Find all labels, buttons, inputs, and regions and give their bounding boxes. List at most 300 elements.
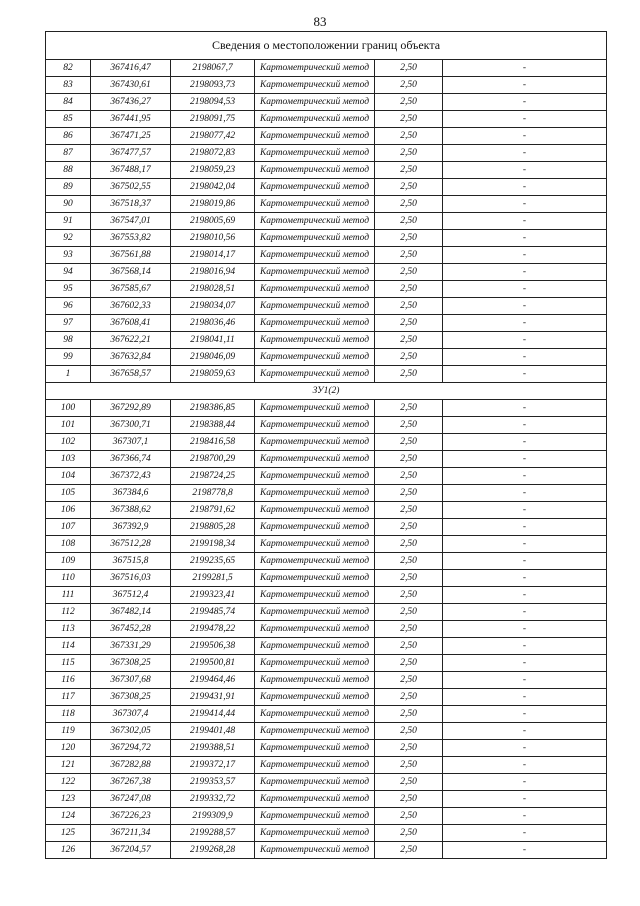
description-cell: - — [443, 808, 607, 825]
description-cell: - — [443, 247, 607, 264]
description-cell: - — [443, 349, 607, 366]
accuracy-cell: 2,50 — [375, 774, 443, 791]
method-cell: Картометрический метод — [255, 655, 375, 672]
point-number-cell: 85 — [46, 111, 91, 128]
description-cell: - — [443, 179, 607, 196]
accuracy-cell: 2,50 — [375, 247, 443, 264]
method-cell: Картометрический метод — [255, 740, 375, 757]
table-row — [46, 808, 607, 825]
method-cell: Картометрический метод — [255, 128, 375, 145]
x-coordinate-cell: 367294,72 — [91, 740, 171, 757]
method-cell: Картометрический метод — [255, 621, 375, 638]
table-row — [46, 128, 607, 145]
point-number-cell: 1 — [46, 366, 91, 383]
table-row — [46, 519, 607, 536]
accuracy-cell: 2,50 — [375, 706, 443, 723]
accuracy-cell: 2,50 — [375, 145, 443, 162]
point-number-cell: 92 — [46, 230, 91, 247]
accuracy-cell: 2,50 — [375, 519, 443, 536]
description-cell: - — [443, 315, 607, 332]
table-row — [46, 638, 607, 655]
y-coordinate-cell: 2198059,23 — [171, 162, 255, 179]
accuracy-cell: 2,50 — [375, 94, 443, 111]
y-coordinate-cell: 2199506,38 — [171, 638, 255, 655]
point-number-cell: 124 — [46, 808, 91, 825]
description-cell: - — [443, 536, 607, 553]
x-coordinate-cell: 367331,29 — [91, 638, 171, 655]
y-coordinate-cell: 2199235,65 — [171, 553, 255, 570]
x-coordinate-cell: 367307,1 — [91, 434, 171, 451]
table-row — [46, 281, 607, 298]
table-row — [46, 621, 607, 638]
method-cell: Картометрический метод — [255, 774, 375, 791]
x-coordinate-cell: 367211,34 — [91, 825, 171, 842]
x-coordinate-cell: 367482,14 — [91, 604, 171, 621]
table-caption: Сведения о местоположении границ объекта — [46, 32, 607, 60]
description-cell: - — [443, 757, 607, 774]
point-number-cell: 112 — [46, 604, 91, 621]
point-number-cell: 86 — [46, 128, 91, 145]
table-row — [46, 298, 607, 315]
description-cell: - — [443, 60, 607, 77]
x-coordinate-cell: 367308,25 — [91, 689, 171, 706]
description-cell: - — [443, 774, 607, 791]
table-row — [46, 842, 607, 859]
x-coordinate-cell: 367416,47 — [91, 60, 171, 77]
point-number-cell: 123 — [46, 791, 91, 808]
method-cell: Картометрический метод — [255, 706, 375, 723]
x-coordinate-cell: 367430,61 — [91, 77, 171, 94]
accuracy-cell: 2,50 — [375, 536, 443, 553]
method-cell: Картометрический метод — [255, 434, 375, 451]
y-coordinate-cell: 2198416,58 — [171, 434, 255, 451]
point-number-cell: 96 — [46, 298, 91, 315]
x-coordinate-cell: 367267,38 — [91, 774, 171, 791]
accuracy-cell: 2,50 — [375, 757, 443, 774]
description-cell: - — [443, 502, 607, 519]
accuracy-cell: 2,50 — [375, 196, 443, 213]
y-coordinate-cell: 2198388,44 — [171, 417, 255, 434]
description-cell: - — [443, 570, 607, 587]
description-cell: - — [443, 842, 607, 859]
point-number-cell: 109 — [46, 553, 91, 570]
x-coordinate-cell: 367608,41 — [91, 315, 171, 332]
y-coordinate-cell: 2199388,51 — [171, 740, 255, 757]
table-row — [46, 179, 607, 196]
table-row — [46, 689, 607, 706]
x-coordinate-cell: 367436,27 — [91, 94, 171, 111]
description-cell: - — [443, 638, 607, 655]
point-number-cell: 87 — [46, 145, 91, 162]
description-cell: - — [443, 213, 607, 230]
accuracy-cell: 2,50 — [375, 332, 443, 349]
method-cell: Картометрический метод — [255, 230, 375, 247]
accuracy-cell: 2,50 — [375, 638, 443, 655]
table-row — [46, 111, 607, 128]
x-coordinate-cell: 367226,23 — [91, 808, 171, 825]
accuracy-cell: 2,50 — [375, 672, 443, 689]
table-row — [46, 468, 607, 485]
method-cell: Картометрический метод — [255, 417, 375, 434]
x-coordinate-cell: 367502,55 — [91, 179, 171, 196]
x-coordinate-cell: 367247,08 — [91, 791, 171, 808]
table-row — [46, 672, 607, 689]
point-number-cell: 103 — [46, 451, 91, 468]
point-number-cell: 101 — [46, 417, 91, 434]
table-row — [46, 536, 607, 553]
table-row — [46, 723, 607, 740]
description-cell: - — [443, 553, 607, 570]
accuracy-cell: 2,50 — [375, 349, 443, 366]
description-cell: - — [443, 587, 607, 604]
table-row — [46, 77, 607, 94]
table-row — [46, 213, 607, 230]
x-coordinate-cell: 367452,28 — [91, 621, 171, 638]
table-row — [46, 366, 607, 383]
description-cell: - — [443, 604, 607, 621]
y-coordinate-cell: 2198059,63 — [171, 366, 255, 383]
x-coordinate-cell: 367512,4 — [91, 587, 171, 604]
description-cell: - — [443, 485, 607, 502]
table-row — [46, 791, 607, 808]
x-coordinate-cell: 367547,01 — [91, 213, 171, 230]
accuracy-cell: 2,50 — [375, 468, 443, 485]
x-coordinate-cell: 367516,03 — [91, 570, 171, 587]
x-coordinate-cell: 367282,88 — [91, 757, 171, 774]
x-coordinate-cell: 367392,9 — [91, 519, 171, 536]
method-cell: Картометрический метод — [255, 366, 375, 383]
x-coordinate-cell: 367632,84 — [91, 349, 171, 366]
y-coordinate-cell: 2198067,7 — [171, 60, 255, 77]
point-number-cell: 98 — [46, 332, 91, 349]
x-coordinate-cell: 367204,57 — [91, 842, 171, 859]
x-coordinate-cell: 367307,68 — [91, 672, 171, 689]
point-number-cell: 119 — [46, 723, 91, 740]
method-cell: Картометрический метод — [255, 264, 375, 281]
table-row — [46, 655, 607, 672]
method-cell: Картометрический метод — [255, 485, 375, 502]
point-number-cell: 110 — [46, 570, 91, 587]
table-row — [46, 774, 607, 791]
y-coordinate-cell: 2198005,69 — [171, 213, 255, 230]
y-coordinate-cell: 2199431,91 — [171, 689, 255, 706]
table-row — [46, 502, 607, 519]
point-number-cell: 121 — [46, 757, 91, 774]
table-row — [46, 315, 607, 332]
x-coordinate-cell: 367307,4 — [91, 706, 171, 723]
table-row — [46, 825, 607, 842]
y-coordinate-cell: 2198041,11 — [171, 332, 255, 349]
point-number-cell: 114 — [46, 638, 91, 655]
table-row — [46, 332, 607, 349]
method-cell: Картометрический метод — [255, 94, 375, 111]
y-coordinate-cell: 2199309,9 — [171, 808, 255, 825]
table-row — [46, 706, 607, 723]
table-row — [46, 434, 607, 451]
accuracy-cell: 2,50 — [375, 417, 443, 434]
description-cell: - — [443, 400, 607, 417]
y-coordinate-cell: 2199353,57 — [171, 774, 255, 791]
x-coordinate-cell: 367622,21 — [91, 332, 171, 349]
description-cell: - — [443, 451, 607, 468]
description-cell: - — [443, 723, 607, 740]
table-row — [46, 247, 607, 264]
accuracy-cell: 2,50 — [375, 451, 443, 468]
method-cell: Картометрический метод — [255, 179, 375, 196]
point-number-cell: 102 — [46, 434, 91, 451]
method-cell: Картометрический метод — [255, 553, 375, 570]
section-row — [46, 383, 607, 400]
accuracy-cell: 2,50 — [375, 434, 443, 451]
method-cell: Картометрический метод — [255, 349, 375, 366]
point-number-cell: 104 — [46, 468, 91, 485]
y-coordinate-cell: 2199485,74 — [171, 604, 255, 621]
point-number-cell: 83 — [46, 77, 91, 94]
point-number-cell: 93 — [46, 247, 91, 264]
description-cell: - — [443, 791, 607, 808]
point-number-cell: 108 — [46, 536, 91, 553]
page-number: 83 — [313, 14, 327, 29]
description-cell: - — [443, 655, 607, 672]
y-coordinate-cell: 2199268,28 — [171, 842, 255, 859]
description-cell: - — [443, 230, 607, 247]
y-coordinate-cell: 2198094,53 — [171, 94, 255, 111]
method-cell: Картометрический метод — [255, 791, 375, 808]
y-coordinate-cell: 2198036,46 — [171, 315, 255, 332]
point-number-cell: 118 — [46, 706, 91, 723]
table-row — [46, 145, 607, 162]
method-cell: Картометрический метод — [255, 451, 375, 468]
description-cell: - — [443, 825, 607, 842]
accuracy-cell: 2,50 — [375, 298, 443, 315]
x-coordinate-cell: 367602,33 — [91, 298, 171, 315]
accuracy-cell: 2,50 — [375, 842, 443, 859]
boundary-coordinates-table — [45, 31, 607, 859]
accuracy-cell: 2,50 — [375, 825, 443, 842]
description-cell: - — [443, 706, 607, 723]
point-number-cell: 115 — [46, 655, 91, 672]
method-cell: Картометрический метод — [255, 332, 375, 349]
x-coordinate-cell: 367561,88 — [91, 247, 171, 264]
point-number-cell: 125 — [46, 825, 91, 842]
caption-row — [46, 32, 607, 60]
method-cell: Картометрический метод — [255, 842, 375, 859]
description-cell: - — [443, 111, 607, 128]
y-coordinate-cell: 2198724,25 — [171, 468, 255, 485]
description-cell: - — [443, 366, 607, 383]
point-number-cell: 91 — [46, 213, 91, 230]
table-row — [46, 451, 607, 468]
table-row — [46, 196, 607, 213]
accuracy-cell: 2,50 — [375, 570, 443, 587]
accuracy-cell: 2,50 — [375, 179, 443, 196]
y-coordinate-cell: 2198791,62 — [171, 502, 255, 519]
y-coordinate-cell: 2199198,34 — [171, 536, 255, 553]
method-cell: Картометрический метод — [255, 298, 375, 315]
method-cell: Картометрический метод — [255, 468, 375, 485]
point-number-cell: 99 — [46, 349, 91, 366]
y-coordinate-cell: 2198034,07 — [171, 298, 255, 315]
point-number-cell: 105 — [46, 485, 91, 502]
accuracy-cell: 2,50 — [375, 281, 443, 298]
table-body — [46, 32, 607, 859]
y-coordinate-cell: 2199323,41 — [171, 587, 255, 604]
table-row — [46, 230, 607, 247]
method-cell: Картометрический метод — [255, 145, 375, 162]
method-cell: Картометрический метод — [255, 162, 375, 179]
description-cell: - — [443, 468, 607, 485]
description-cell: - — [443, 740, 607, 757]
method-cell: Картометрический метод — [255, 281, 375, 298]
y-coordinate-cell: 2198091,75 — [171, 111, 255, 128]
x-coordinate-cell: 367515,8 — [91, 553, 171, 570]
table-row — [46, 349, 607, 366]
x-coordinate-cell: 367568,14 — [91, 264, 171, 281]
method-cell: Картометрический метод — [255, 60, 375, 77]
table-row — [46, 570, 607, 587]
point-number-cell: 90 — [46, 196, 91, 213]
y-coordinate-cell: 2199401,48 — [171, 723, 255, 740]
y-coordinate-cell: 2198072,83 — [171, 145, 255, 162]
accuracy-cell: 2,50 — [375, 315, 443, 332]
y-coordinate-cell: 2198805,28 — [171, 519, 255, 536]
method-cell: Картометрический метод — [255, 196, 375, 213]
description-cell: - — [443, 162, 607, 179]
x-coordinate-cell: 367477,57 — [91, 145, 171, 162]
x-coordinate-cell: 367384,6 — [91, 485, 171, 502]
method-cell: Картометрический метод — [255, 247, 375, 264]
point-number-cell: 84 — [46, 94, 91, 111]
description-cell: - — [443, 264, 607, 281]
x-coordinate-cell: 367488,17 — [91, 162, 171, 179]
x-coordinate-cell: 367372,43 — [91, 468, 171, 485]
method-cell: Картометрический метод — [255, 808, 375, 825]
x-coordinate-cell: 367512,28 — [91, 536, 171, 553]
table-row — [46, 587, 607, 604]
y-coordinate-cell: 2199478,22 — [171, 621, 255, 638]
point-number-cell: 117 — [46, 689, 91, 706]
accuracy-cell: 2,50 — [375, 791, 443, 808]
description-cell: - — [443, 434, 607, 451]
x-coordinate-cell: 367471,25 — [91, 128, 171, 145]
point-number-cell: 126 — [46, 842, 91, 859]
accuracy-cell: 2,50 — [375, 162, 443, 179]
point-number-cell: 97 — [46, 315, 91, 332]
point-number-cell: 89 — [46, 179, 91, 196]
table-row — [46, 757, 607, 774]
accuracy-cell: 2,50 — [375, 400, 443, 417]
y-coordinate-cell: 2198019,86 — [171, 196, 255, 213]
point-number-cell: 100 — [46, 400, 91, 417]
point-number-cell: 120 — [46, 740, 91, 757]
description-cell: - — [443, 77, 607, 94]
table-row — [46, 264, 607, 281]
method-cell: Картометрический метод — [255, 213, 375, 230]
point-number-cell: 106 — [46, 502, 91, 519]
method-cell: Картометрический метод — [255, 502, 375, 519]
y-coordinate-cell: 2199288,57 — [171, 825, 255, 842]
table-row — [46, 60, 607, 77]
description-cell: - — [443, 128, 607, 145]
y-coordinate-cell: 2198014,17 — [171, 247, 255, 264]
y-coordinate-cell: 2198077,42 — [171, 128, 255, 145]
accuracy-cell: 2,50 — [375, 366, 443, 383]
table-row — [46, 604, 607, 621]
y-coordinate-cell: 2198700,29 — [171, 451, 255, 468]
y-coordinate-cell: 2199414,44 — [171, 706, 255, 723]
point-number-cell: 113 — [46, 621, 91, 638]
y-coordinate-cell: 2199372,17 — [171, 757, 255, 774]
x-coordinate-cell: 367658,57 — [91, 366, 171, 383]
point-number-cell: 94 — [46, 264, 91, 281]
description-cell: - — [443, 298, 607, 315]
accuracy-cell: 2,50 — [375, 485, 443, 502]
method-cell: Картометрический метод — [255, 723, 375, 740]
accuracy-cell: 2,50 — [375, 128, 443, 145]
accuracy-cell: 2,50 — [375, 264, 443, 281]
accuracy-cell: 2,50 — [375, 60, 443, 77]
table-row — [46, 740, 607, 757]
description-cell: - — [443, 417, 607, 434]
x-coordinate-cell: 367366,74 — [91, 451, 171, 468]
table-row — [46, 553, 607, 570]
y-coordinate-cell: 2199332,72 — [171, 791, 255, 808]
table-row — [46, 485, 607, 502]
method-cell: Картометрический метод — [255, 111, 375, 128]
method-cell: Картометрический метод — [255, 77, 375, 94]
x-coordinate-cell: 367441,95 — [91, 111, 171, 128]
accuracy-cell: 2,50 — [375, 740, 443, 757]
y-coordinate-cell: 2198010,56 — [171, 230, 255, 247]
y-coordinate-cell: 2198042,04 — [171, 179, 255, 196]
point-number-cell: 122 — [46, 774, 91, 791]
point-number-cell: 82 — [46, 60, 91, 77]
method-cell: Картометрический метод — [255, 757, 375, 774]
y-coordinate-cell: 2199464,46 — [171, 672, 255, 689]
accuracy-cell: 2,50 — [375, 621, 443, 638]
method-cell: Картометрический метод — [255, 315, 375, 332]
description-cell: - — [443, 621, 607, 638]
accuracy-cell: 2,50 — [375, 77, 443, 94]
method-cell: Картометрический метод — [255, 825, 375, 842]
accuracy-cell: 2,50 — [375, 655, 443, 672]
accuracy-cell: 2,50 — [375, 808, 443, 825]
point-number-cell: 116 — [46, 672, 91, 689]
method-cell: Картометрический метод — [255, 672, 375, 689]
accuracy-cell: 2,50 — [375, 689, 443, 706]
x-coordinate-cell: 367308,25 — [91, 655, 171, 672]
method-cell: Картометрический метод — [255, 638, 375, 655]
y-coordinate-cell: 2198028,51 — [171, 281, 255, 298]
y-coordinate-cell: 2199500,81 — [171, 655, 255, 672]
section-label: ЗУ1(2) — [46, 383, 607, 400]
accuracy-cell: 2,50 — [375, 230, 443, 247]
method-cell: Картометрический метод — [255, 400, 375, 417]
y-coordinate-cell: 2199281,5 — [171, 570, 255, 587]
description-cell: - — [443, 281, 607, 298]
description-cell: - — [443, 332, 607, 349]
table-row — [46, 94, 607, 111]
method-cell: Картометрический метод — [255, 570, 375, 587]
description-cell: - — [443, 519, 607, 536]
description-cell: - — [443, 672, 607, 689]
x-coordinate-cell: 367518,37 — [91, 196, 171, 213]
accuracy-cell: 2,50 — [375, 213, 443, 230]
method-cell: Картометрический метод — [255, 587, 375, 604]
x-coordinate-cell: 367585,67 — [91, 281, 171, 298]
point-number-cell: 111 — [46, 587, 91, 604]
accuracy-cell: 2,50 — [375, 502, 443, 519]
